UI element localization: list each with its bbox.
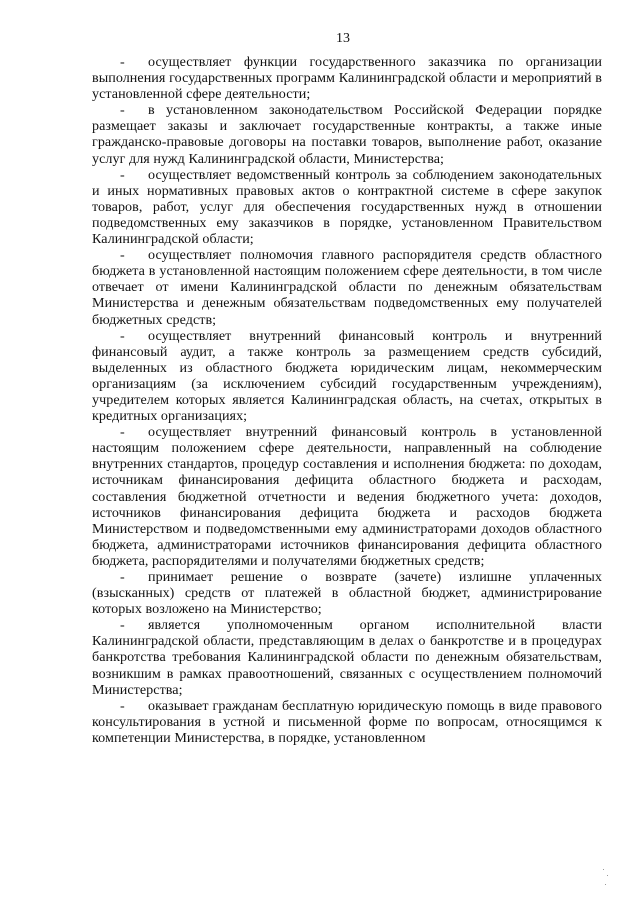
scan-speck <box>605 884 606 885</box>
list-item-text: осуществляет внутренний финансовый контроль в установленной настоящим положением сфере деятельности, направленный на соблюдение внутренних стандартов, процедур составления и исполнения бюджета: по доходам, источникам финансирования дефицита областного бюджета и расходам, составления бюджетной отчетности и ведения бюджетного учета: доходов, источников финансирования дефицита бюджета и расходов бюджета Министерством и подведомственными ему администраторами доходов областного бюджета, администраторами источников финансирования дефицита областного бюджета, распорядителями и получателями бюджетных средств; <box>92 424 602 569</box>
dash-marker: - <box>120 54 125 70</box>
list-item-text: осуществляет функции государственного заказчика по организации выполнения государственных программ Калининградской области и мероприятий в установленной сфере деятельности; <box>92 54 602 103</box>
list-item-text: является уполномоченным органом исполнительной власти Калининградской области, представляющим в делах о банкротстве и в процедурах банкротства требования Калининградской области по денежным обязательствам, возникшим в рамках правоотношений, связанных с осуществлением полномочий Министерства; <box>92 617 602 698</box>
list-item-text: в установленном законодательством Российской Федерации порядке размещает заказы и заключает государственные контракты, а также иные гражданско-правовые договоры на поставки товаров, выполнение работ, оказание услуг для нужд Калининградской области, Министерства; <box>92 102 602 167</box>
list-item-text: осуществляет ведомственный контроль за соблюдением законодательных и иных нормативных правовых актов о контрактной системе в сфере закупок товаров, работ, услуг для обеспечения государственных нужд в отношении подведомственных ему заказчиков в порядке, установленном Правительством Калининградской области; <box>92 166 602 248</box>
scan-speck <box>603 869 604 870</box>
list-item-text: осуществляет внутренний финансовый контроль и внутренний финансовый аудит, а также контроль за размещением средств субсидий, выделенных из областного бюджета юридическим лицам, некоммерческим организациям (за исключением субсидий государственным учреждениям), учредителем которых является Калининградская область, на счетах, открытых в кредитных организациях; <box>92 327 602 425</box>
dash-marker: - <box>120 697 125 714</box>
dash-marker: - <box>120 424 125 441</box>
dash-marker: - <box>120 569 125 585</box>
list-item <box>92 569 602 617</box>
page-number: 13 <box>336 31 350 46</box>
dash-marker: - <box>120 327 125 344</box>
document-page <box>92 30 602 746</box>
list-item-text: принимает решение о возврате (зачете) излишне уплаченных (взысканных) средств от платежей в областной бюджет, администрирование которых возложено на Министерство; <box>92 569 602 618</box>
list-item-text: осуществляет полномочия главного распорядителя средств областного бюджета в установленной настоящим положением сфере деятельности, в том числе отвечает от имени Калининградской области по денежным обязательствам Министерства и денежным обязательствам подведомственных ему получателей бюджетных средств; <box>92 247 602 328</box>
dash-marker: - <box>120 247 125 264</box>
dash-marker: - <box>120 166 125 183</box>
list-item <box>92 698 602 746</box>
list-item <box>92 54 602 102</box>
list-item <box>92 167 602 247</box>
list-item <box>92 102 602 166</box>
list-item <box>92 247 602 327</box>
list-item <box>92 328 602 425</box>
list-item <box>92 424 602 569</box>
dash-marker: - <box>120 102 125 119</box>
list-item <box>92 617 602 697</box>
dash-marker: - <box>120 617 125 634</box>
list-item-text: оказывает гражданам бесплатную юридическую помощь в виде правового консультирования в устной и письменной форме по вопросам, относящимся к компетенции Министерства, в порядке, установленном <box>92 697 602 746</box>
scan-speck <box>607 875 608 876</box>
